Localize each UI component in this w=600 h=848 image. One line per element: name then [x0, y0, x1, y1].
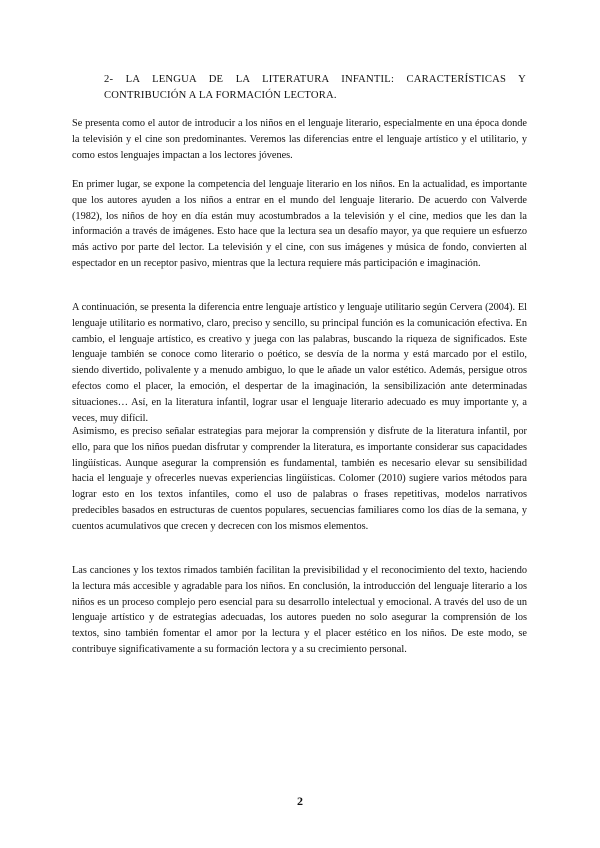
paragraph-artistic-vs-utilitarian: A continuación, se presenta la diferencia entre lenguaje artístico y lenguaje utilitario según Cervera (2004). El lenguaje utilitario es normativo, claro, preciso y sencillo, su principal función es la comunicación efectiva. En cambio, el lenguaje artístico, es creativo y juega con las palabras, buscando la riqueza de significados. Este lenguaje también se conoce como literario o poético, se desvía de la norma y está marcado por el estilo, siendo divertido, polivalente y a menudo ambiguo, lo que le añade un valor estético. Además, persigue otros efectos como el placer, la emoción, el despertar de la imaginación, la sensibilización ante determinadas situaciones… Así, en la literatura infantil, lograr usar el lenguaje literario adecuado es muy importante y, a veces, muy difícil.: [72, 302, 527, 424]
paragraph-intro: Se presenta como el autor de introducir a los niños en el lenguaje literario, especialmente en una época donde la televisión y el cine son predominantes. Veremos las diferencias entre el lenguaje artístico y el utilitario, y como estos lenguajes impactan a los lectores jóvenes.: [72, 118, 527, 161]
section-heading: 2- LA LENGUA DE LA LITERATURA INFANTIL: CARACTERÍSTICAS Y CONTRIBUCIÓN A LA FORMACIÓN LECTORA.: [104, 74, 526, 101]
paragraph-strategies: Asimismo, es preciso señalar estrategias para mejorar la comprensión y disfrute de la literatura infantil, por ello, para que los niños puedan disfrutar y comprender la literatura, es importante considerar sus capacidades lingüísticas. Aunque asegurar la comprensión es fundamental, también es necesario elevar su sensibilidad hacia el lenguaje y ofrecerles nuevas experiencias lingüísticas. Colomer (2010) sugiere varios métodos para lograr esto en los textos infantiles, como el uso de palabras o frases repetitivas, modelos narrativos predecibles basados en estructuras de cuentos populares, secuencias familiares como los días de la semana, y cuentos acumulativos que crecen y decrecen con los mismos elementos.: [72, 426, 527, 532]
paragraph-conclusion: Las canciones y los textos rimados también facilitan la previsibilidad y el reconocimiento del texto, haciendo la lectura más accesible y agradable para los niños. En conclusión, la introducción del lenguaje literario a los niños es un proceso complejo pero esencial para su desarrollo intelectual y emocional. A través del uso de un lenguaje artístico y de estrategias adecuadas, los autores pueden no solo asegurar la comprensión de los textos, sino también fomentar el amor por la lectura y el placer estético en los niños. De este modo, se contribuye significativamente a su formación lectora y a su crecimiento personal.: [72, 565, 527, 655]
paragraph-literary-competence: En primer lugar, se expone la competencia del lenguaje literario en los niños. En la actualidad, es importante que los autores ayuden a los niños a entrar en el mundo del lenguaje literario. De acuerdo con Valverde (1982), los niños de hoy en día están muy acostumbrados a la televisión y el cine, medios que les dan la información a través de imágenes. Esto hace que la lectura sea un desafío mayor, ya que requiere un esfuerzo más activo por parte del lector. La televisión y el cine, con sus imágenes y música de fondo, convierten al espectador en un receptor pasivo, mientras que la lectura requiere más participación e imaginación.: [72, 179, 527, 269]
page-number: 2: [297, 794, 303, 808]
